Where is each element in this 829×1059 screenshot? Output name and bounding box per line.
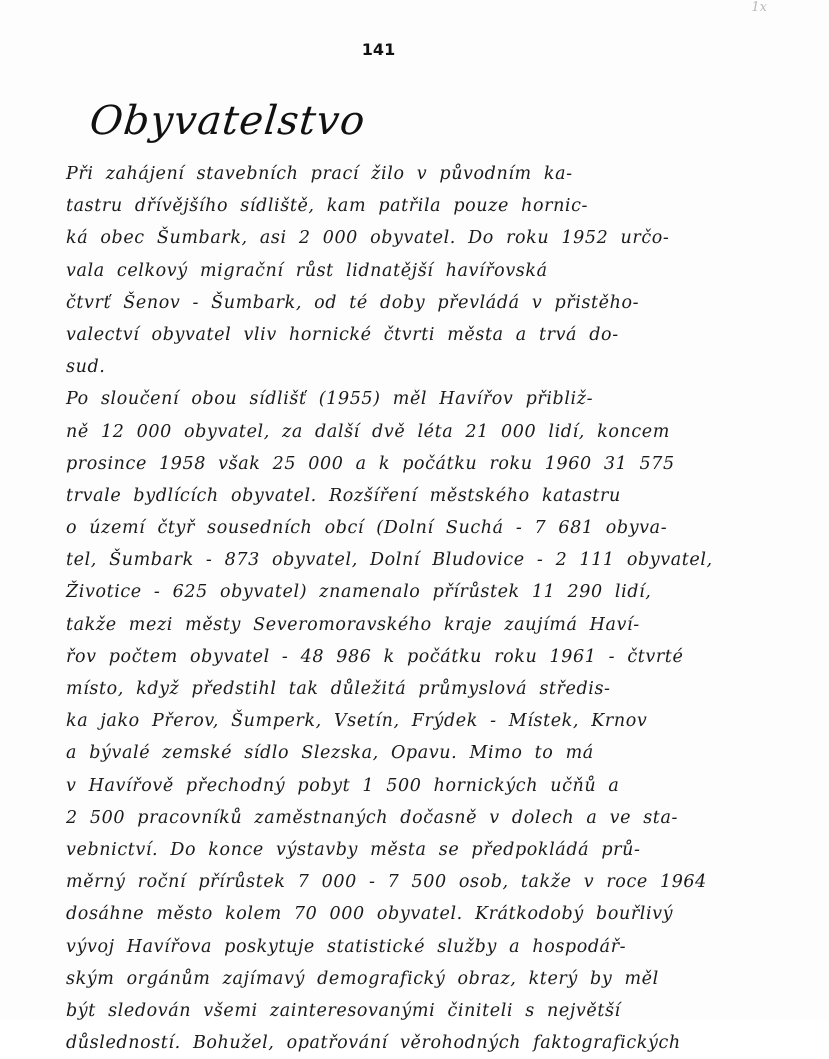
page-number: 141 [361,40,396,59]
text-line: Při zahájení stavebních prací žilo v původním ka- [66,164,573,184]
text-line: Životice - 625 obyvatel) znamenalo přírůstek 11 290 lidí, [66,582,652,603]
text-line: takže mezi městy Severomoravského kraje zaujímá Haví- [66,614,640,635]
text-line: Po sloučení obou sídlišť (1955) měl Havířov přibliž- [66,389,594,410]
handwritten-body [66,158,726,1059]
text-line: vebnictví. Do konce výstavby města se předpokládá prů- [66,839,641,860]
text-line: místo, když předstihl tak důležitá průmyslová středis- [66,679,611,699]
page-heading: Obyvatelstvo [87,98,368,144]
text-line: měrný roční přírůstek 7 000 - 7 500 osob, takže v roce 1964 [66,872,707,893]
text-line: prosince 1958 však 25 000 a k počátku roku 1960 31 575 [66,453,675,474]
text-line: ně 12 000 obyvatel, za další dvě léta 21 000 lidí, koncem [66,421,670,442]
text-line: v Havířově přechodný pobyt 1 500 hornických učňů a [66,775,620,796]
text-line: trvale bydlících obyvatel. Rozšíření městského katastru [66,485,621,506]
text-line: tel, Šumbark - 873 obyvatel, Dolní Bludovice - 2 111 obyvatel, [66,550,713,571]
text-line: vala celkový migrační růst lidnatější havířovská [66,260,548,281]
text-line: valectví obyvatel vliv hornické čtvrti města a trvá do- [66,324,619,345]
text-line: vývoj Havířova poskytuje statistické služby a hospodář- [66,936,627,957]
corner-mark: 1x [751,0,767,15]
text-line: dosáhne město kolem 70 000 obyvatel. Krátkodobý bouřlivý [66,904,674,925]
text-line: ským orgánům zajímavý demografický obraz, který by měl [66,968,659,989]
text-line: ka jako Přerov, Šumperk, Vsetín, Frýdek - Místek, Krnov [66,711,648,732]
text-line: 2 500 pracovníků zaměstnaných dočasně v dolech a ve sta- [66,807,678,828]
text-line: být sledován všemi zainteresovanými činiteli s největší [66,1000,621,1021]
text-line: důsledností. Bohužel, opatřování věrohodných faktografických [66,1033,681,1054]
text-line: o území čtyř sousedních obcí (Dolní Suchá - 7 681 obyva- [66,518,668,539]
text-line: tastru dřívějšího sídliště, kam patřila pouze hornic- [66,196,589,217]
text-line: ká obec Šumbark, asi 2 000 obyvatel. Do roku 1952 určo- [66,228,670,249]
text-line: sud. [66,357,106,378]
text-line: a bývalé zemské sídlo Slezska, Opavu. Mimo to má [66,743,594,764]
text-line: čtvrť Šenov - Šumbark, od té doby převládá v přistěho- [66,292,640,313]
text-line: řov počtem obyvatel - 48 986 k počátku roku 1961 - čtvrté [66,646,684,667]
